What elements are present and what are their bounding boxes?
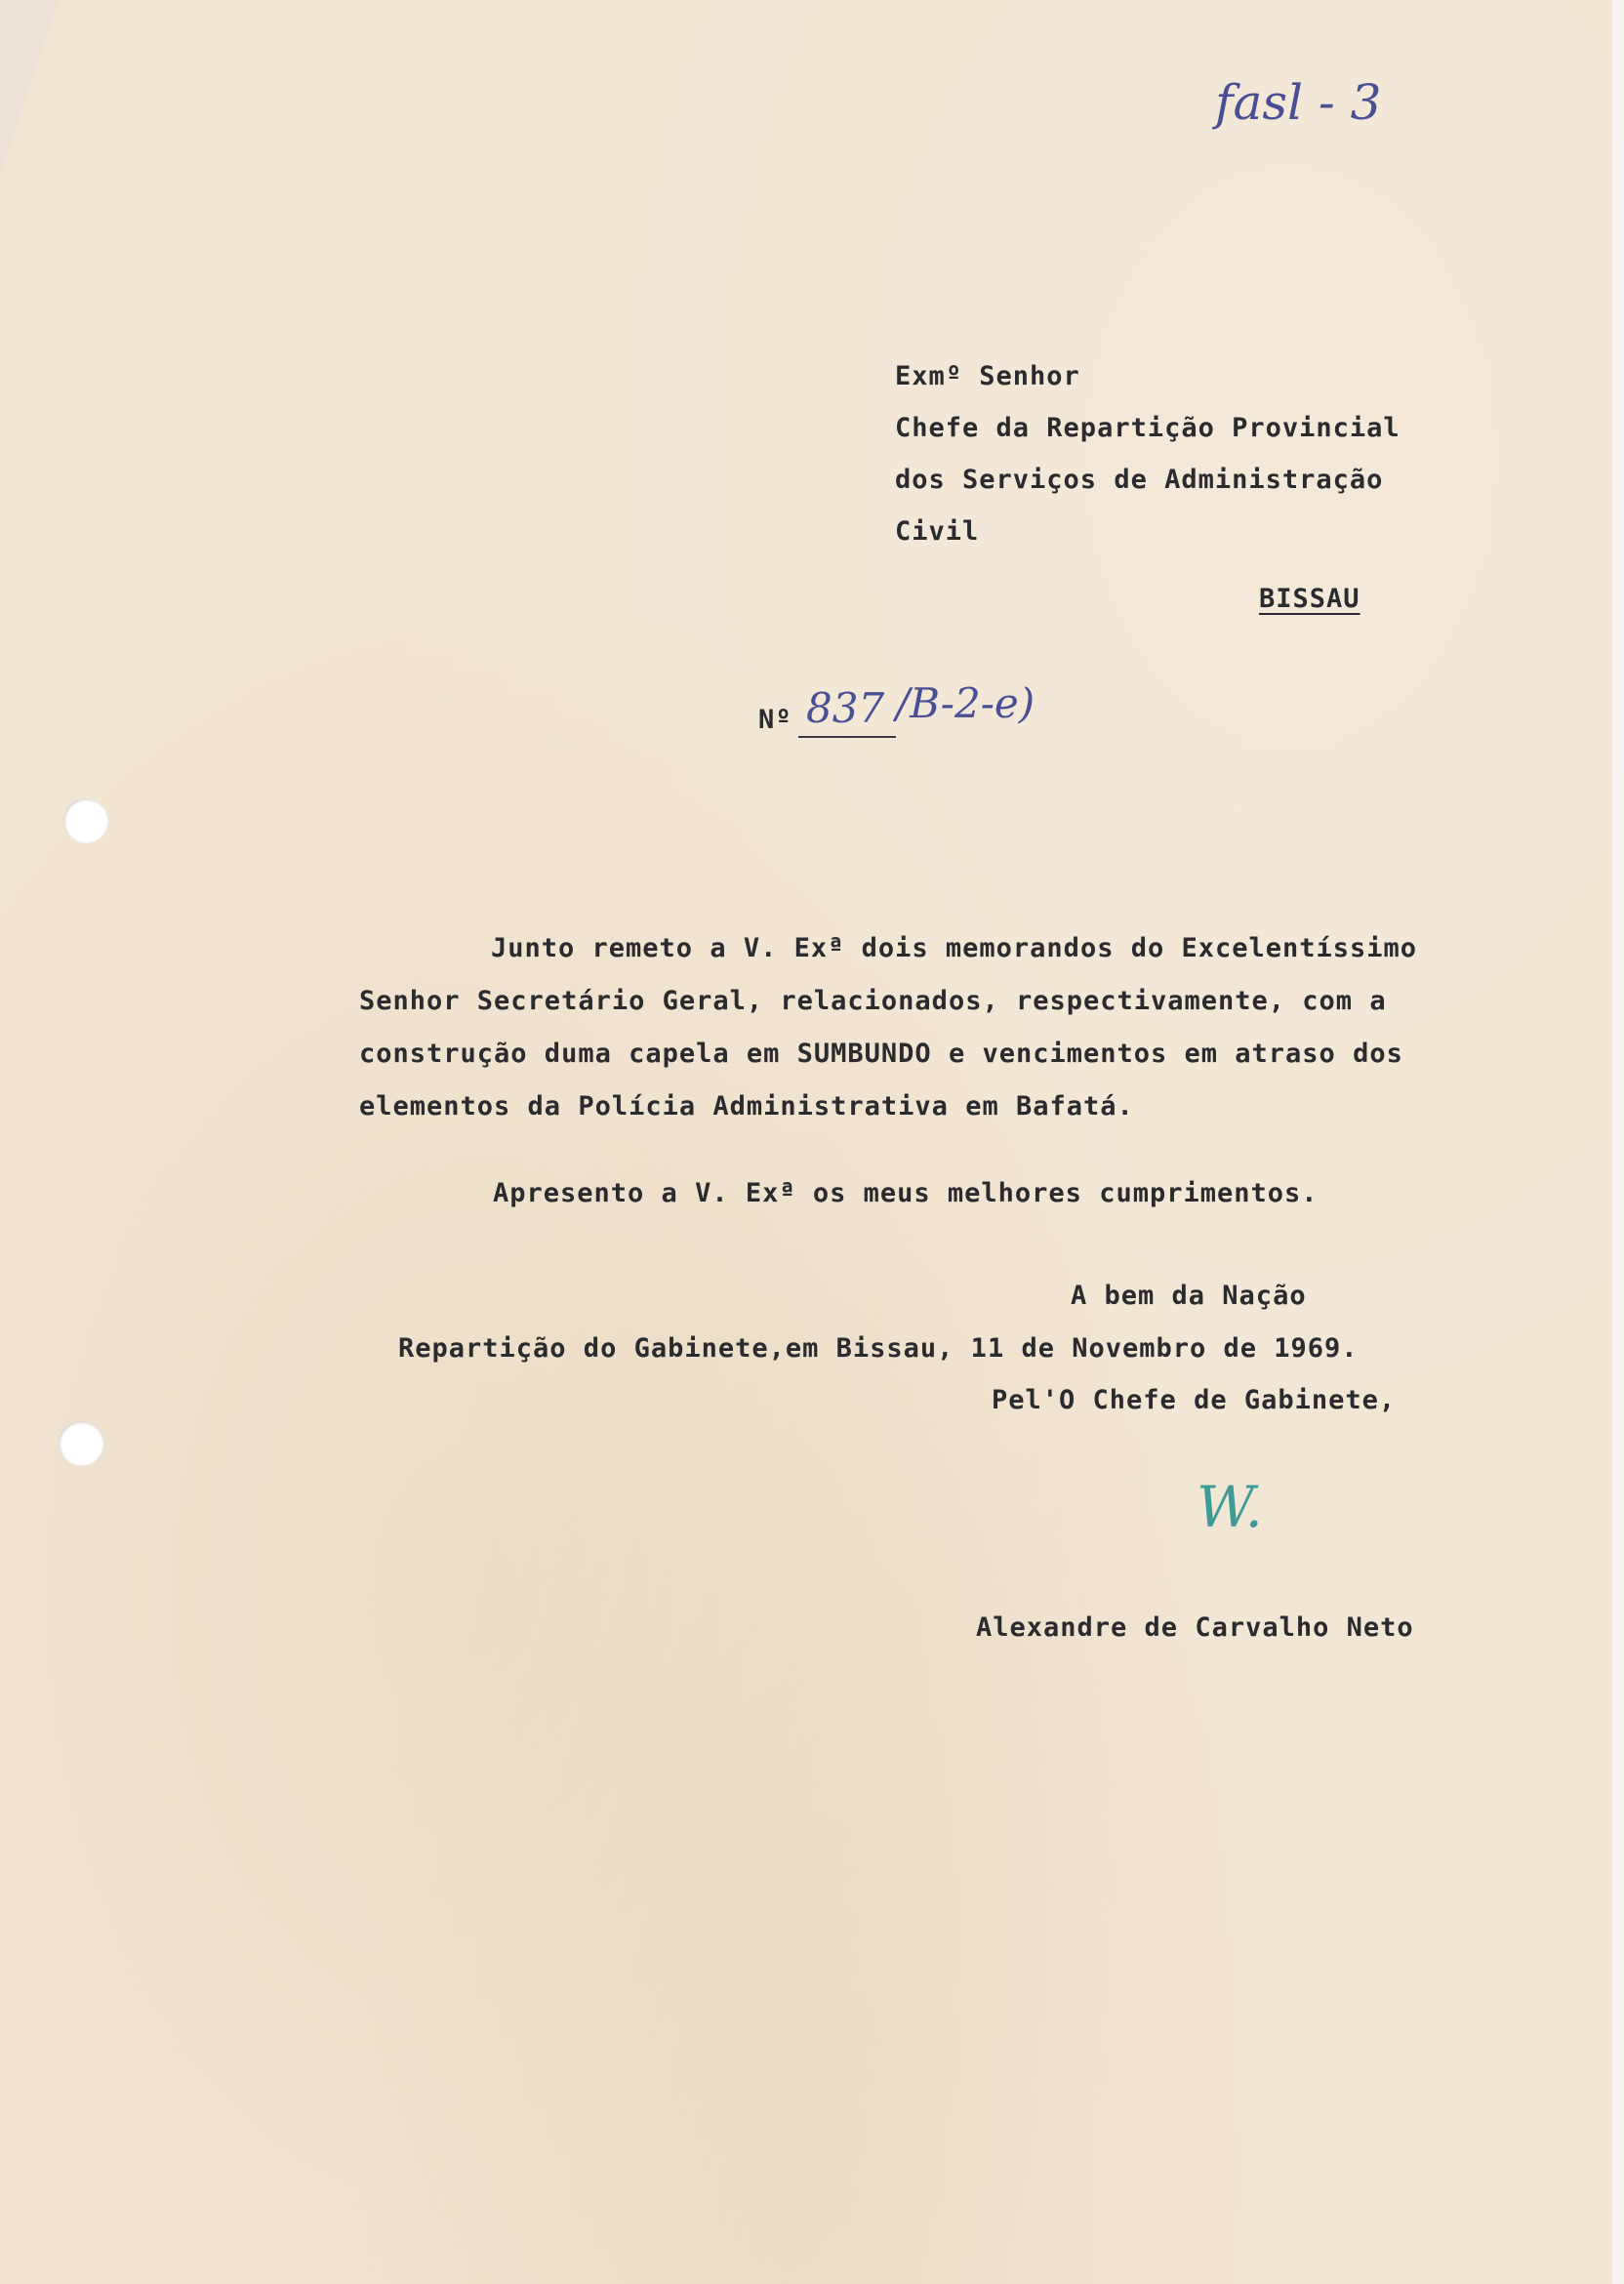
punch-hole-upper bbox=[63, 798, 108, 843]
folded-corner bbox=[0, 0, 59, 176]
handwritten-annotation: fasl - 3 bbox=[1215, 74, 1382, 131]
addressee-line-1: Exmº Senhor bbox=[895, 361, 1080, 391]
body-paragraph-1-line-1: Junto remeto a V. Exª dois memorandos do Excelentíssimo bbox=[491, 933, 1418, 963]
reference-number-underline bbox=[798, 736, 896, 738]
signature-initial: W. bbox=[1197, 1474, 1263, 1540]
closing-signatory-title: Pel'O Chefe de Gabinete, bbox=[992, 1385, 1397, 1415]
closing-place-date: Repartição do Gabinete,em Bissau, 11 de Novembro de 1969. bbox=[398, 1333, 1359, 1364]
addressee-line-3: dos Serviços de Administração bbox=[895, 465, 1384, 495]
addressee-city: BISSAU bbox=[1259, 584, 1360, 614]
scan-margin bbox=[1612, 0, 1624, 2284]
body-paragraph-1-line-2: Senhor Secretário Geral, relacionados, respectivamente, com a bbox=[359, 986, 1387, 1016]
punch-hole-lower bbox=[59, 1421, 103, 1466]
body-paragraph-2: Apresento a V. Exª os meus melhores cumprimentos. bbox=[493, 1178, 1319, 1208]
signatory-name: Alexandre de Carvalho Neto bbox=[976, 1612, 1414, 1643]
reference-label: Nº bbox=[758, 705, 792, 735]
addressee-line-4: Civil bbox=[895, 516, 980, 547]
reference-code: /B-2-e) bbox=[896, 679, 1035, 727]
reference-number: 837 bbox=[806, 684, 885, 732]
addressee-line-2: Chefe da Repartição Provincial bbox=[895, 413, 1401, 443]
body-paragraph-1-line-4: elementos da Polícia Administrativa em Bafatá. bbox=[359, 1091, 1134, 1122]
body-paragraph-1-line-3: construção duma capela em SUMBUNDO e vencimentos em atraso dos bbox=[359, 1039, 1403, 1069]
closing-salutation: A bem da Nação bbox=[1071, 1281, 1307, 1311]
